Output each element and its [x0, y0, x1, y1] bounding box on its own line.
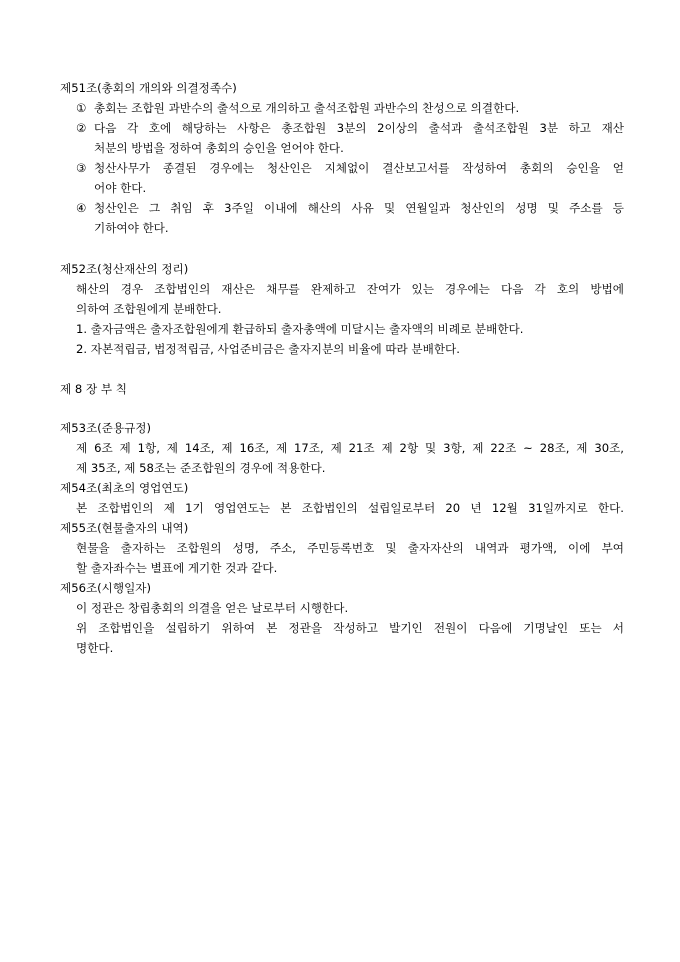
article-51-item-1	[76, 100, 519, 116]
article-52-heading: 제52조(청산재산의 정리)	[60, 262, 189, 276]
article-51-item-4-line-1	[76, 200, 624, 216]
article-56-body-line-3: 명한다.	[76, 641, 114, 655]
article-51-item-3-line-2: 어야 한다.	[94, 181, 147, 195]
item-number: ③	[76, 161, 87, 175]
article-51-item-2-line-1	[76, 120, 624, 136]
item-text: 총회는 조합원 과반수의 출석으로 개의하고 출석조합원 과반수의 찬성으로 의결한다.	[94, 101, 520, 115]
article-52-list-item-2: 2. 자본적립금, 법정적립금, 사업준비금은 출자지분의 비율에 따라 분배한다.	[76, 342, 460, 356]
item-number: ②	[76, 121, 87, 135]
article-55-body-line-1: 현물을 출자하는 조합원의 성명, 주소, 주민등록번호 및 출자자산의 내역과 평가액, 이에 부여	[76, 541, 624, 555]
article-56-heading: 제56조(시행일자)	[60, 581, 151, 595]
item-number: ①	[76, 101, 87, 115]
article-52-list-item-1: 1. 출자금액은 출자조합원에게 환급하되 출자총액에 미달시는 출자액의 비례로 분배한다.	[76, 322, 524, 336]
article-56-body-line-2: 위 조합법인을 설립하기 위하여 본 정관을 작성하고 발기인 전원이 다음에 기명날인 또는 서	[76, 621, 624, 635]
article-53-body-line-2: 제 35조, 제 58조는 준조합원의 경우에 적용한다.	[76, 461, 326, 475]
article-51-item-4-line-2: 기하여야 한다.	[94, 221, 169, 235]
article-56-body-line-1: 이 정관은 창립총회의 의결을 얻은 날로부터 시행한다.	[76, 601, 349, 615]
item-text: 청산사무가 종결된 경우에는 청산인은 지체없이 결산보고서를 작성하여 총회의 승인을 얻	[94, 161, 624, 175]
article-51-item-3-line-1	[76, 160, 624, 176]
item-text: 청산인은 그 취임 후 3주일 이내에 해산의 사유 및 연월일과 청산인의 성명 및 주소를 등	[94, 201, 624, 215]
article-55-body-line-2: 할 출자좌수는 별표에 게기한 것과 같다.	[76, 561, 278, 575]
item-text: 다음 각 호에 해당하는 사항은 총조합원 3분의 2이상의 출석과 출석조합원 3분 하고 재산	[94, 121, 624, 135]
item-number: ④	[76, 201, 87, 215]
article-51-item-2-line-2: 처분의 방법을 정하여 총회의 승인을 얻어야 한다.	[94, 141, 344, 155]
article-53-body-line-1: 제 6조 제 1항, 제 14조, 제 16조, 제 17조, 제 21조 제 2항 및 3항, 제 22조 ~ 28조, 제 30조,	[76, 441, 624, 455]
article-52-body-line-1: 해산의 경우 조합법인의 재산은 채무를 완제하고 잔여가 있는 경우에는 다음 각 호의 방법에	[76, 282, 624, 296]
article-54-heading: 제54조(최초의 영업연도)	[60, 481, 189, 495]
article-53-heading: 제53조(준용규정)	[60, 421, 151, 435]
chapter-8-heading: 제 8 장 부 칙	[60, 382, 127, 396]
article-51-heading: 제51조(총회의 개의와 의결정족수)	[60, 81, 237, 95]
article-54-body-line-1: 본 조합법인의 제 1기 영업연도는 본 조합법인의 설립일로부터 20 년 12월 31일까지로 한다.	[76, 501, 624, 515]
article-55-heading: 제55조(현물출자의 내역)	[60, 521, 189, 535]
article-52-body-line-2: 의하여 조합원에게 분배한다.	[76, 302, 222, 316]
